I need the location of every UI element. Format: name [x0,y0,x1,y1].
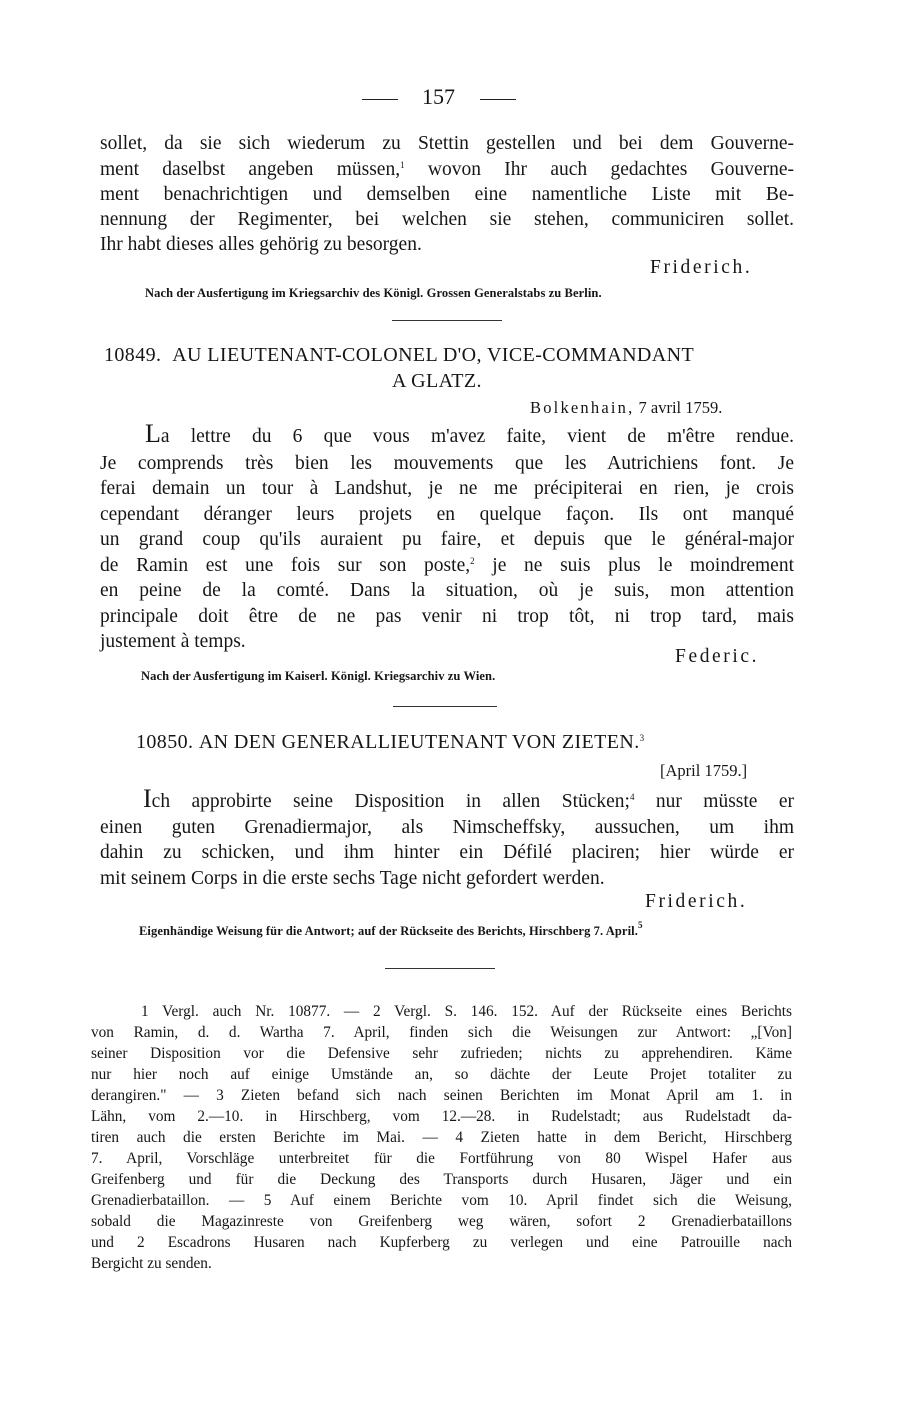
text-line: nennung der Regimenter, bei welchen sie stehen, communiciren sollet. [100,209,794,230]
dropcap: L [145,419,161,448]
text-line: justement à temps. [100,631,246,652]
text-line: cependant déranger leurs projets en quelque façon. Ils ont manqué [100,504,794,525]
letter-heading: 10850. AN DEN GENERALLIEUTENANT VON ZIETEN.$^3$ [136,731,645,753]
text-line: ment daselbst angeben müssen,$^1$ wovon Ihr auch gedachtes Gouverne- [100,159,795,180]
text-line: ferai demain un tour à Landshut, je ne me précipiterai en rien, je crois [100,478,794,499]
header-dash-right [480,99,516,100]
footnote-line: Lähn, vom 2.—10. in Hirschberg, vom 12.—28. in Rudelstadt; aus Rudelstadt da- [91,1108,792,1125]
footnote-line: und 2 Escadrons Husaren nach Kupferberg zu verlegen und eine Patrouille nach [91,1234,792,1251]
footnote-line: nur hier noch auf einige Umstände an, so dächte der Leute Projet totaliter zu [91,1066,792,1083]
footnote-marker: 2 [470,556,475,566]
footnote-marker: 4 [629,792,635,802]
text-line: principale doit être de ne pas venir ni trop tôt, ni trop tard, mais [100,606,794,627]
letter-heading-line2: A GLATZ. [392,370,482,392]
signature: Friderich. [645,891,748,912]
text-line: Ihr habt dieses alles gehörig zu besorgen. [100,234,422,255]
section-rule [392,320,502,321]
section-rule [393,706,497,707]
text-line: ment benachrichtigen und demselben eine namentliche Liste mit Be- [100,184,794,205]
footnote-line: Bergicht zu senden. [91,1255,212,1272]
footnote-marker: 5 [637,920,643,930]
footnote-line: seiner Disposition vor die Defensive sehr zufrieden; nichts zu apprehendiren. Käme [91,1045,792,1062]
letter-number: 10849. [104,344,162,366]
signature: Federic. [675,646,760,667]
letter-heading: 10849. AU LIEUTENANT-COLONEL D'O, VICE-COMMANDANT [104,344,695,366]
text-line: mit seinem Corps in die erste sechs Tage nicht gefordert werden. [100,868,605,889]
text-line: Je comprends très bien les mouvements que les Autrichiens font. Je [100,453,794,474]
text-line: un grand coup qu'ils auraient pu faire, et depuis que le général-major [100,529,794,550]
page-number: 157 [422,84,455,109]
footnote-line: Grenadierbataillon. — 5 Auf einem Berichte vom 10. April findet sich die Weisung, [91,1192,792,1209]
source-note: Nach der Ausfertigung im Kriegsarchiv des Königl. Grossen Generalstabs zu Berlin. [145,286,602,300]
footnote-line: tiren auch die ersten Berichte im Mai. — 4 Zieten hatte in dem Bericht, Hirschberg [91,1129,792,1146]
footnote-marker: 1 [400,160,405,170]
text-line: sollet, da sie sich wiederum zu Stettin gestellen und bei dem Gouverne- [100,133,794,154]
letter-date: [April 1759.] [660,761,748,780]
text-line: de Ramin est une fois sur son poste,$^2$ je ne suis plus le moindrement [100,555,794,576]
signature: Friderich. [650,257,753,278]
footnote-line: von Ramin, d. d. Wartha 7. April, finden sich die Weisungen zur Antwort: „[Von] [91,1024,792,1041]
text-line: en peine de la comté. Dans la situation, où je suis, mon attention [100,580,794,601]
source-note: Nach der Ausfertigung im Kaiserl. Königl. Kriegsarchiv zu Wien. [141,669,496,683]
footnote-rule [385,968,495,969]
footnote-marker: 3 [639,733,645,743]
footnote-line: derangiren." — 3 Zieten befand sich nach seinen Berichten im Monat April am 1. in [91,1087,792,1104]
footnote-line: 1 Vergl. auch Nr. 10877. — 2 Vergl. S. 146. 152. Auf der Rückseite eines Berichts [141,1003,792,1020]
text-line: einen guten Grenadiermajor, als Nimscheffsky, aussuchen, um ihm [100,817,794,838]
header-dash-left [362,99,398,100]
letter-date: Bolkenhain, 7 avril 1759. [530,398,723,417]
text-line: Ich approbirte seine Disposition in allen Stücken;$^4$ nur müsste er [143,784,795,813]
text-line: dahin zu schicken, und ihm hinter ein Défilé placiren; hier würde er [100,842,794,863]
dropcap: I [143,784,152,813]
source-note: Eigenhändige Weisung für die Antwort; auf der Rückseite des Berichts, Hirschberg 7. April.$^5$ [139,920,643,938]
footnote-line: 7. April, Vorschläge unterbreitet für die Fortführung von 80 Wispel Hafer aus [91,1150,792,1167]
text-line: La lettre du 6 que vous m'avez faite, vient de m'être rendue. [145,419,794,448]
footnote-line: sobald die Magazinreste von Greifenberg weg wären, sofort 2 Grenadierbataillons [91,1213,792,1230]
footnote-line: Greifenberg und für die Deckung des Transports durch Husaren, Jäger und ein [91,1171,792,1188]
letter-number: 10850. [136,731,194,753]
